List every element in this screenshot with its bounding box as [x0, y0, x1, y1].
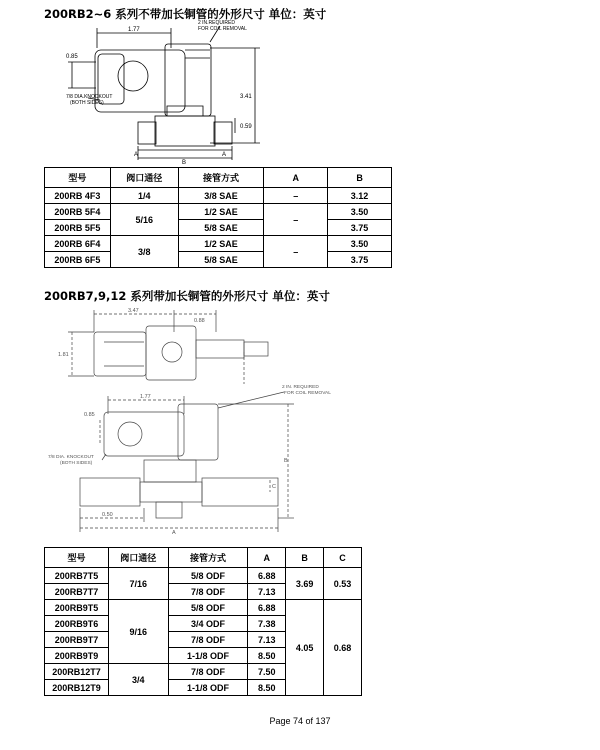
dim-347-label: 3.47 — [128, 308, 139, 314]
cell-a: 6.88 — [248, 568, 286, 584]
cell-b: 3.50 — [328, 236, 392, 252]
cell-port: 9/16 — [108, 600, 168, 664]
cell-connection: 7/8 ODF — [168, 584, 248, 600]
cell-connection: 7/8 ODF — [168, 664, 248, 680]
dim-059-label: 0.59 — [240, 124, 252, 130]
cell-model: 200RB9T9 — [45, 648, 109, 664]
cell-c: 0.53 — [324, 568, 362, 600]
dim-181-label: 1.81 — [58, 352, 69, 358]
cell-connection: 1/2 SAE — [178, 204, 264, 220]
coil-note-1: 2 IN.REQUIRED — [198, 20, 235, 26]
header-model: 型号 — [45, 548, 109, 568]
table-row — [45, 600, 362, 616]
page-footer: Page 74 of 137 — [269, 716, 331, 726]
header-model: 型号 — [45, 168, 111, 188]
cell-port: 3/8 — [110, 236, 178, 268]
table-row — [45, 220, 392, 236]
table-row — [45, 568, 362, 584]
cell-connection: 1-1/8 ODF — [168, 680, 248, 696]
valve-drawing-1 — [60, 18, 300, 168]
dim-a-label: A — [172, 530, 176, 536]
table-header-row — [45, 548, 362, 568]
spec-table-2 — [44, 547, 362, 696]
table-row — [45, 252, 392, 268]
cell-c: 0.68 — [324, 600, 362, 696]
cell-model: 200RB 5F4 — [45, 204, 111, 220]
cell-connection: 5/8 SAE — [178, 252, 264, 268]
dim-c-label: C — [272, 484, 276, 490]
cell-a: 8.50 — [248, 648, 286, 664]
dim-177-label: 1.77 — [140, 394, 151, 400]
cell-connection: 1/2 SAE — [178, 236, 264, 252]
spec-table-1 — [44, 167, 392, 268]
dim-085-label: 0.85 — [66, 54, 78, 60]
table-row — [45, 188, 392, 204]
cell-model: 200RB9T5 — [45, 600, 109, 616]
cell-b: 4.05 — [286, 600, 324, 696]
cell-connection: 5/8 ODF — [168, 568, 248, 584]
header-a: A — [248, 548, 286, 568]
cell-model: 200RB 4F3 — [45, 188, 111, 204]
dim-a-right-label: A — [222, 152, 227, 158]
coil-note-2: FOR COIL REMOVAL — [284, 391, 331, 396]
header-b: B — [328, 168, 392, 188]
cell-model: 200RB 6F4 — [45, 236, 111, 252]
cell-a: 7.13 — [248, 584, 286, 600]
cell-a: 7.13 — [248, 632, 286, 648]
knockout-note-1: 7/8 DIA. KNOCKOUT — [48, 455, 94, 460]
cell-b: 3.75 — [328, 220, 392, 236]
cell-connection: 5/8 ODF — [168, 600, 248, 616]
cell-a: – — [264, 204, 328, 236]
cell-model: 200RB7T7 — [45, 584, 109, 600]
header-connection: 接管方式 — [168, 548, 248, 568]
knockout-note-1: 7/8 DIA.KNOCKOUT — [66, 94, 113, 100]
cell-port: 3/4 — [108, 664, 168, 696]
cell-b: 3.69 — [286, 568, 324, 600]
cell-a: – — [264, 236, 328, 268]
dim-b-label: B — [182, 160, 187, 166]
header-b: B — [286, 548, 324, 568]
cell-a: 7.50 — [248, 664, 286, 680]
dim-177-label: 1.77 — [128, 27, 140, 33]
dim-b-label: B — [284, 458, 288, 464]
dim-050-label: 0.50 — [102, 512, 113, 518]
cell-model: 200RB9T7 — [45, 632, 109, 648]
header-port: 阀口通径 — [108, 548, 168, 568]
cell-model: 200RB12T7 — [45, 664, 109, 680]
valve-drawing-2 — [44, 304, 364, 536]
cell-b: 3.50 — [328, 204, 392, 220]
table-row — [45, 236, 392, 252]
cell-connection: 3/4 ODF — [168, 616, 248, 632]
dim-088-label: 0.88 — [194, 318, 205, 324]
cell-model: 200RB12T9 — [45, 680, 109, 696]
cell-a: – — [264, 188, 328, 204]
table-header-row — [45, 168, 392, 188]
header-c: C — [324, 548, 362, 568]
cell-connection: 5/8 SAE — [178, 220, 264, 236]
cell-port: 1/4 — [110, 188, 178, 204]
cell-model: 200RB7T5 — [45, 568, 109, 584]
cell-connection: 1-1/8 ODF — [168, 648, 248, 664]
header-port: 阀口通径 — [110, 168, 178, 188]
cell-connection: 7/8 ODF — [168, 632, 248, 648]
dim-085-label: 0.85 — [84, 412, 95, 418]
cell-b: 3.75 — [328, 252, 392, 268]
knockout-note-2: (BOTH SIDES) — [60, 461, 93, 466]
coil-note-1: 2 IN. REQUIRED — [282, 385, 319, 390]
cell-a: 7.38 — [248, 616, 286, 632]
header-connection: 接管方式 — [178, 168, 264, 188]
dim-a-left-label: A — [134, 152, 139, 158]
knockout-note-2: (BOTH SIDES) — [70, 100, 104, 106]
cell-port: 7/16 — [108, 568, 168, 600]
table-row — [45, 204, 392, 220]
cell-b: 3.12 — [328, 188, 392, 204]
cell-port: 5/16 — [110, 204, 178, 236]
cell-model: 200RB9T6 — [45, 616, 109, 632]
cell-model: 200RB 6F5 — [45, 252, 111, 268]
section2-title: 200RB7,9,12 系列带加长铜管的外形尺寸 单位：英寸 — [44, 289, 330, 303]
dim-341-label: 3.41 — [240, 94, 252, 100]
header-a: A — [264, 168, 328, 188]
cell-a: 8.50 — [248, 680, 286, 696]
section1-title: 200RB2~6 系列不带加长铜管的外形尺寸 单位：英寸 — [44, 7, 327, 21]
cell-connection: 3/8 SAE — [178, 188, 264, 204]
coil-note-2: FOR COIL REMOVAL — [198, 26, 247, 32]
cell-model: 200RB 5F5 — [45, 220, 111, 236]
cell-a: 6.88 — [248, 600, 286, 616]
